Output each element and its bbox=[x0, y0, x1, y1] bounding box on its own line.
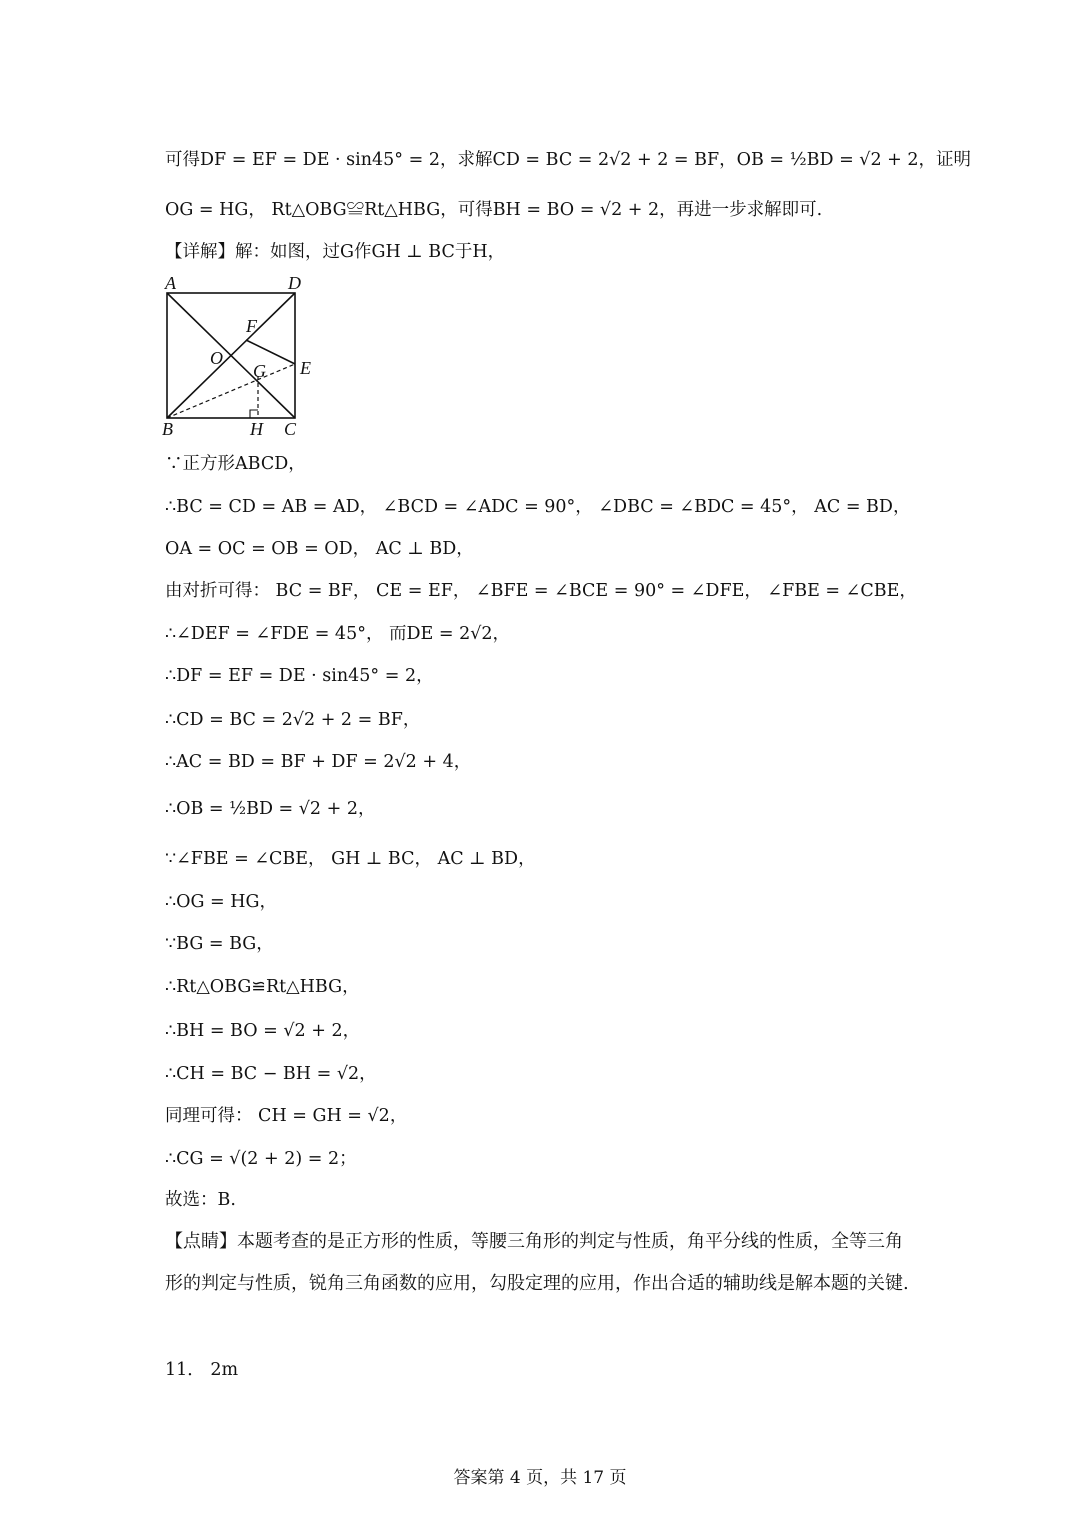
label-B: B bbox=[162, 419, 173, 439]
label-A: A bbox=[165, 273, 176, 293]
comment-paragraph: 【点睛】本题考查的是正方形的性质，等腰三角形的判定与性质，角平分线的性质，全等三角形的判定与性质，锐角三角函数的应用，勾股定理的应用，作出合适的辅助线是解本题的关键. bbox=[165, 1231, 909, 1294]
text-line-1: 可得DF = EF = DE · sin45° = 2，求解CD = BC = 2√2 + 2 = BF，OB = ½BD = √2 + 2，证明 bbox=[165, 150, 971, 170]
text-line-12: ∴OB = ½BD = √2 + 2， bbox=[165, 799, 376, 819]
answer-11: 11． 2m bbox=[165, 1360, 239, 1380]
text-line-11: ∴AC = BD = BF + DF = 2√2 + 4， bbox=[165, 752, 472, 772]
square-geometry-figure bbox=[160, 272, 325, 444]
text-line-20: ∴CG = √(2 + 2) = 2； bbox=[165, 1149, 357, 1169]
text-line-14: ∴OG = HG， bbox=[165, 892, 277, 912]
text-line-17: ∴BH = BO = √2 + 2， bbox=[165, 1021, 361, 1041]
text-line-16: ∴Rt△OBG≌Rt△HBG， bbox=[165, 977, 360, 997]
label-G: G bbox=[253, 361, 266, 381]
label-O: O bbox=[210, 348, 223, 368]
text-line-5: ∴BC = CD = AB = AD， ∠BCD = ∠ADC = 90°， ∠DBC = ∠BDC = 45°， AC = BD， bbox=[165, 497, 911, 517]
label-H: H bbox=[250, 419, 263, 439]
label-F: F bbox=[246, 316, 257, 336]
label-C: C bbox=[284, 419, 297, 439]
label-D: D bbox=[288, 273, 301, 293]
text-line-19: 同理可得： CH = GH = √2， bbox=[165, 1106, 408, 1126]
text-line-13: ∵∠FBE = ∠CBE， GH ⊥ BC， AC ⊥ BD， bbox=[165, 849, 536, 869]
label-E: E bbox=[300, 358, 311, 378]
text-line-7: 由对折可得： BC = BF， CE = EF， ∠BFE = ∠BCE = 90° = ∠DFE， ∠FBE = ∠CBE， bbox=[165, 581, 917, 601]
text-line-9: ∴DF = EF = DE · sin45° = 2， bbox=[165, 666, 434, 686]
text-line-15: ∵BG = BG， bbox=[165, 934, 274, 954]
text-line-4: ∵正方形ABCD， bbox=[165, 454, 306, 474]
text-line-18: ∴CH = BC − BH = √2， bbox=[165, 1064, 377, 1084]
text-line-8: ∴∠DEF = ∠FDE = 45°， 而DE = 2√2， bbox=[165, 624, 511, 644]
text-line-21: 故选：B. bbox=[165, 1190, 236, 1210]
text-line-6: OA = OC = OB = OD， AC ⊥ BD， bbox=[165, 539, 474, 559]
text-line-2: OG = HG， Rt△OBG≌Rt△HBG，可得BH = BO = √2 + 2，再进一步求解即可. bbox=[165, 200, 823, 220]
text-line-10: ∴CD = BC = 2√2 + 2 = BF， bbox=[165, 710, 421, 730]
text-line-3: 【详解】解：如图，过G作GH ⊥ BC于H， bbox=[165, 242, 506, 262]
page-footer: 答案第 4 页，共 17 页 bbox=[453, 1468, 627, 1488]
